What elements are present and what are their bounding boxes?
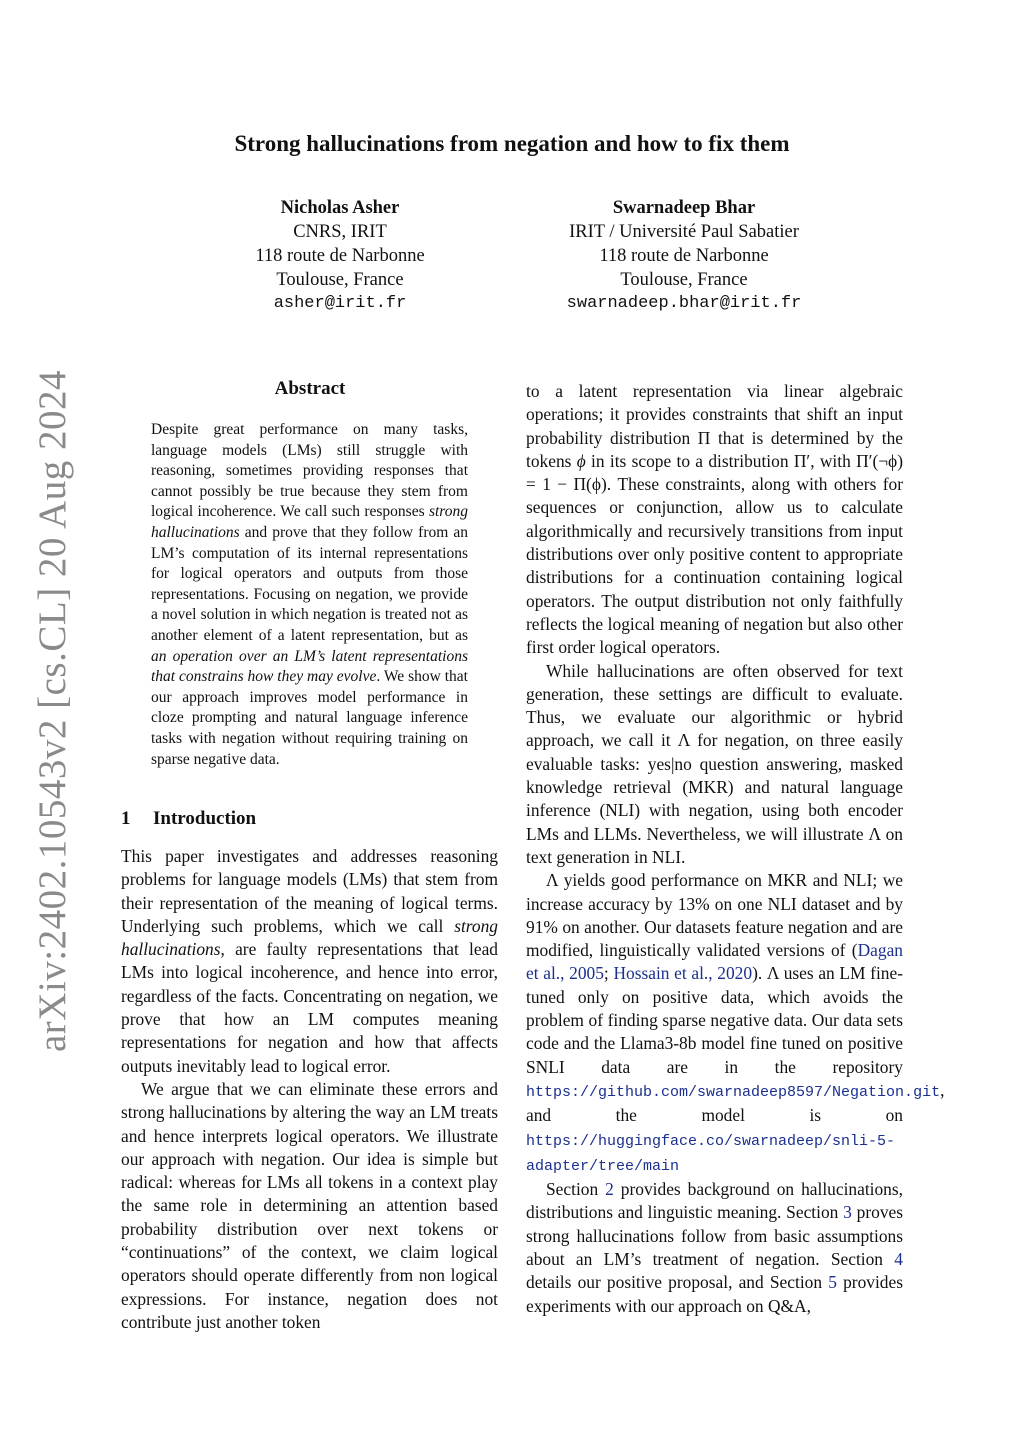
- paper-title: Strong hallucinations from negation and how to fix them: [234, 131, 790, 156]
- paragraph: [526, 869, 945, 1178]
- math-symbol: Λ: [868, 823, 881, 844]
- math-formula: Π′(¬ϕ) = 1 − Π(ϕ): [526, 450, 903, 495]
- author-email: asher@irit.fr: [273, 294, 407, 313]
- text-run: This paper investigates and addresses reasoning problems for language models (LMs) that stem from their representation of the meaning of logical terms. Underlying such problems, which we call: [121, 846, 498, 936]
- text-run: proves strong hallucinations follow from basic assumptions about an LM’s treatment of negation. Section: [526, 1202, 903, 1269]
- repository-url-link[interactable]: https://github.com/swarnadeep8597/Negation.git: [526, 1083, 941, 1101]
- citation-link[interactable]: Hossain et al., 2020: [613, 963, 753, 984]
- text-run: on text generation in NLI.: [526, 823, 903, 867]
- paragraph: [526, 380, 903, 660]
- text-run: Section: [546, 1179, 606, 1200]
- model-url-link[interactable]: https://huggingface.co/swarnadeep/snli-5-adapter/tree/main: [526, 1132, 896, 1175]
- text-run: ;: [603, 963, 614, 984]
- text-run: details our positive proposal, and Section: [526, 1272, 829, 1293]
- author-name: Nicholas Asher: [280, 198, 400, 218]
- section-ref-link[interactable]: 2: [605, 1179, 614, 1200]
- emphasis: strong hallucinations: [121, 915, 498, 960]
- left-column-text: [121, 845, 498, 1334]
- text-run: to a latent representation via linear algebraic operations; it provides constraints that shift an input probability distribution: [526, 381, 903, 448]
- abstract-emphasis: strong hallucinations: [151, 503, 468, 541]
- author-name: Swarnadeep Bhar: [612, 198, 756, 218]
- text-run: , and the model is on: [526, 1079, 945, 1126]
- text-run: While hallucinations are often observed for text generation, these settings are difficult to evaluate. Thus, we evaluate our algorithmic or hybrid approach, we call it: [526, 660, 903, 751]
- math-symbol: ϕ: [576, 450, 586, 471]
- author-affiliation: IRIT / Université Paul Sabatier: [569, 222, 799, 242]
- math-symbol: Π′: [793, 450, 811, 471]
- abstract-text: . We show that our approach improves model performance in cloze prompting and natural language inference tasks with negation without requiring training on sparse negative data.: [151, 668, 468, 768]
- text-run: provides background on hallucinations, distributions and linguistic meaning. Section: [526, 1179, 903, 1223]
- abstract-heading: Abstract: [274, 378, 346, 399]
- paragraph: We argue that we can eliminate these errors and strong hallucinations by altering the way an LM treats and hence interprets logical operators. We illustrate our approach with negation. Our idea is simple but radical: whereas for LMs all tokens in a context play the same role in determining an attention based probability distribution over next tokens or “continuations” of the context, we claim logical operators should operate differently from non logical expressions. For instance, negation does not contribute just another token: [121, 1078, 498, 1332]
- paragraph: [526, 1178, 903, 1318]
- text-run: uses an LM fine-tuned only on positive data, which avoids the problem of finding sparse negative data. Our data sets code and the Llama3-8b model fine tuned on positive SNLI data are in the repository: [526, 963, 903, 1077]
- author-address: 118 route de Narbonne: [599, 246, 769, 266]
- abstract-body: [151, 420, 468, 770]
- math-symbol: Λ: [677, 730, 690, 751]
- text-run: provides experiments with our approach on Q&A,: [526, 1272, 903, 1316]
- author-email: swarnadeep.bhar@irit.fr: [566, 294, 802, 313]
- author-city: Toulouse, France: [276, 270, 404, 290]
- section-title: Introduction: [153, 808, 257, 829]
- right-column-text: [526, 380, 945, 1318]
- math-symbol: Λ: [766, 963, 780, 984]
- author-block-1: [180, 196, 500, 316]
- text-run: for negation, on three easily evaluable tasks: yes|no question answering, masked knowledge retrieval (MKR) and natural language inference (NLI) with negation, using both encoder LMs and LLMs. Nevertheless, we will illustrate: [526, 730, 903, 844]
- author-affiliation: CNRS, IRIT: [293, 222, 387, 242]
- author-block-2: [524, 196, 844, 316]
- author-city: Toulouse, France: [620, 270, 748, 290]
- math-symbol: Λ: [546, 870, 559, 891]
- math-symbol: Π: [697, 427, 711, 448]
- text-run: ).: [752, 963, 767, 984]
- section-ref-link[interactable]: 5: [828, 1272, 837, 1293]
- text-run: that is determined by the tokens: [526, 427, 903, 471]
- section-number: 1: [121, 808, 131, 829]
- text-run: . These constraints, along with others for sequences or conjunction, allow us to calculate algorithmically and recursively transitions from input distributions over only positive content to appropriate distributions for a continuation containing logical operators. The output distribution not only faithfully reflects the logical meaning of negation but also other first order logical operators.: [526, 474, 904, 658]
- citation-link[interactable]: Dagan et al., 2005: [526, 940, 903, 984]
- abstract-emphasis: an operation over an LM’s latent representations that constrains how they may evolve: [151, 647, 468, 686]
- author-address: 118 route de Narbonne: [255, 246, 425, 266]
- section-ref-link[interactable]: 3: [843, 1202, 852, 1223]
- text-run: , are faulty representations that lead LMs into logical incoherence, and hence into error, regardless of the facts. Concentrating on negation, we prove that how an LM computes meaning representations for negation and how that affects outputs inevitably lead to logical error.: [121, 939, 498, 1076]
- section-ref-link[interactable]: 4: [894, 1248, 903, 1269]
- paragraph: [121, 845, 498, 1078]
- paragraph: [526, 660, 903, 870]
- text-run: , with: [810, 450, 857, 471]
- text-run: yields good performance on MKR and NLI; we increase accuracy by 13% on one NLI dataset and by 91% on another. Our datasets feature negation and are modified, linguistically validated versions of (: [526, 870, 903, 961]
- abstract-text: Despite great performance on many tasks, language models (LMs) still struggle with reasoning, sometimes providing responses that cannot possibly be true because they stem from logical incoherence. We call such responses: [151, 421, 468, 521]
- section-heading-introduction: [121, 808, 256, 830]
- text-run: in its scope to a distribution: [585, 450, 794, 471]
- arxiv-identifier: arXiv:2402.10543v2 [cs.CL] 20 Aug 2024: [31, 370, 74, 1052]
- abstract-text: and prove that they follow from an LM’s computation of its internal representations for logical operators and outputs from those representations. Focusing on negation, we provide a novel solution in which negation is treated not as another element of a latent representation, but as: [151, 523, 468, 644]
